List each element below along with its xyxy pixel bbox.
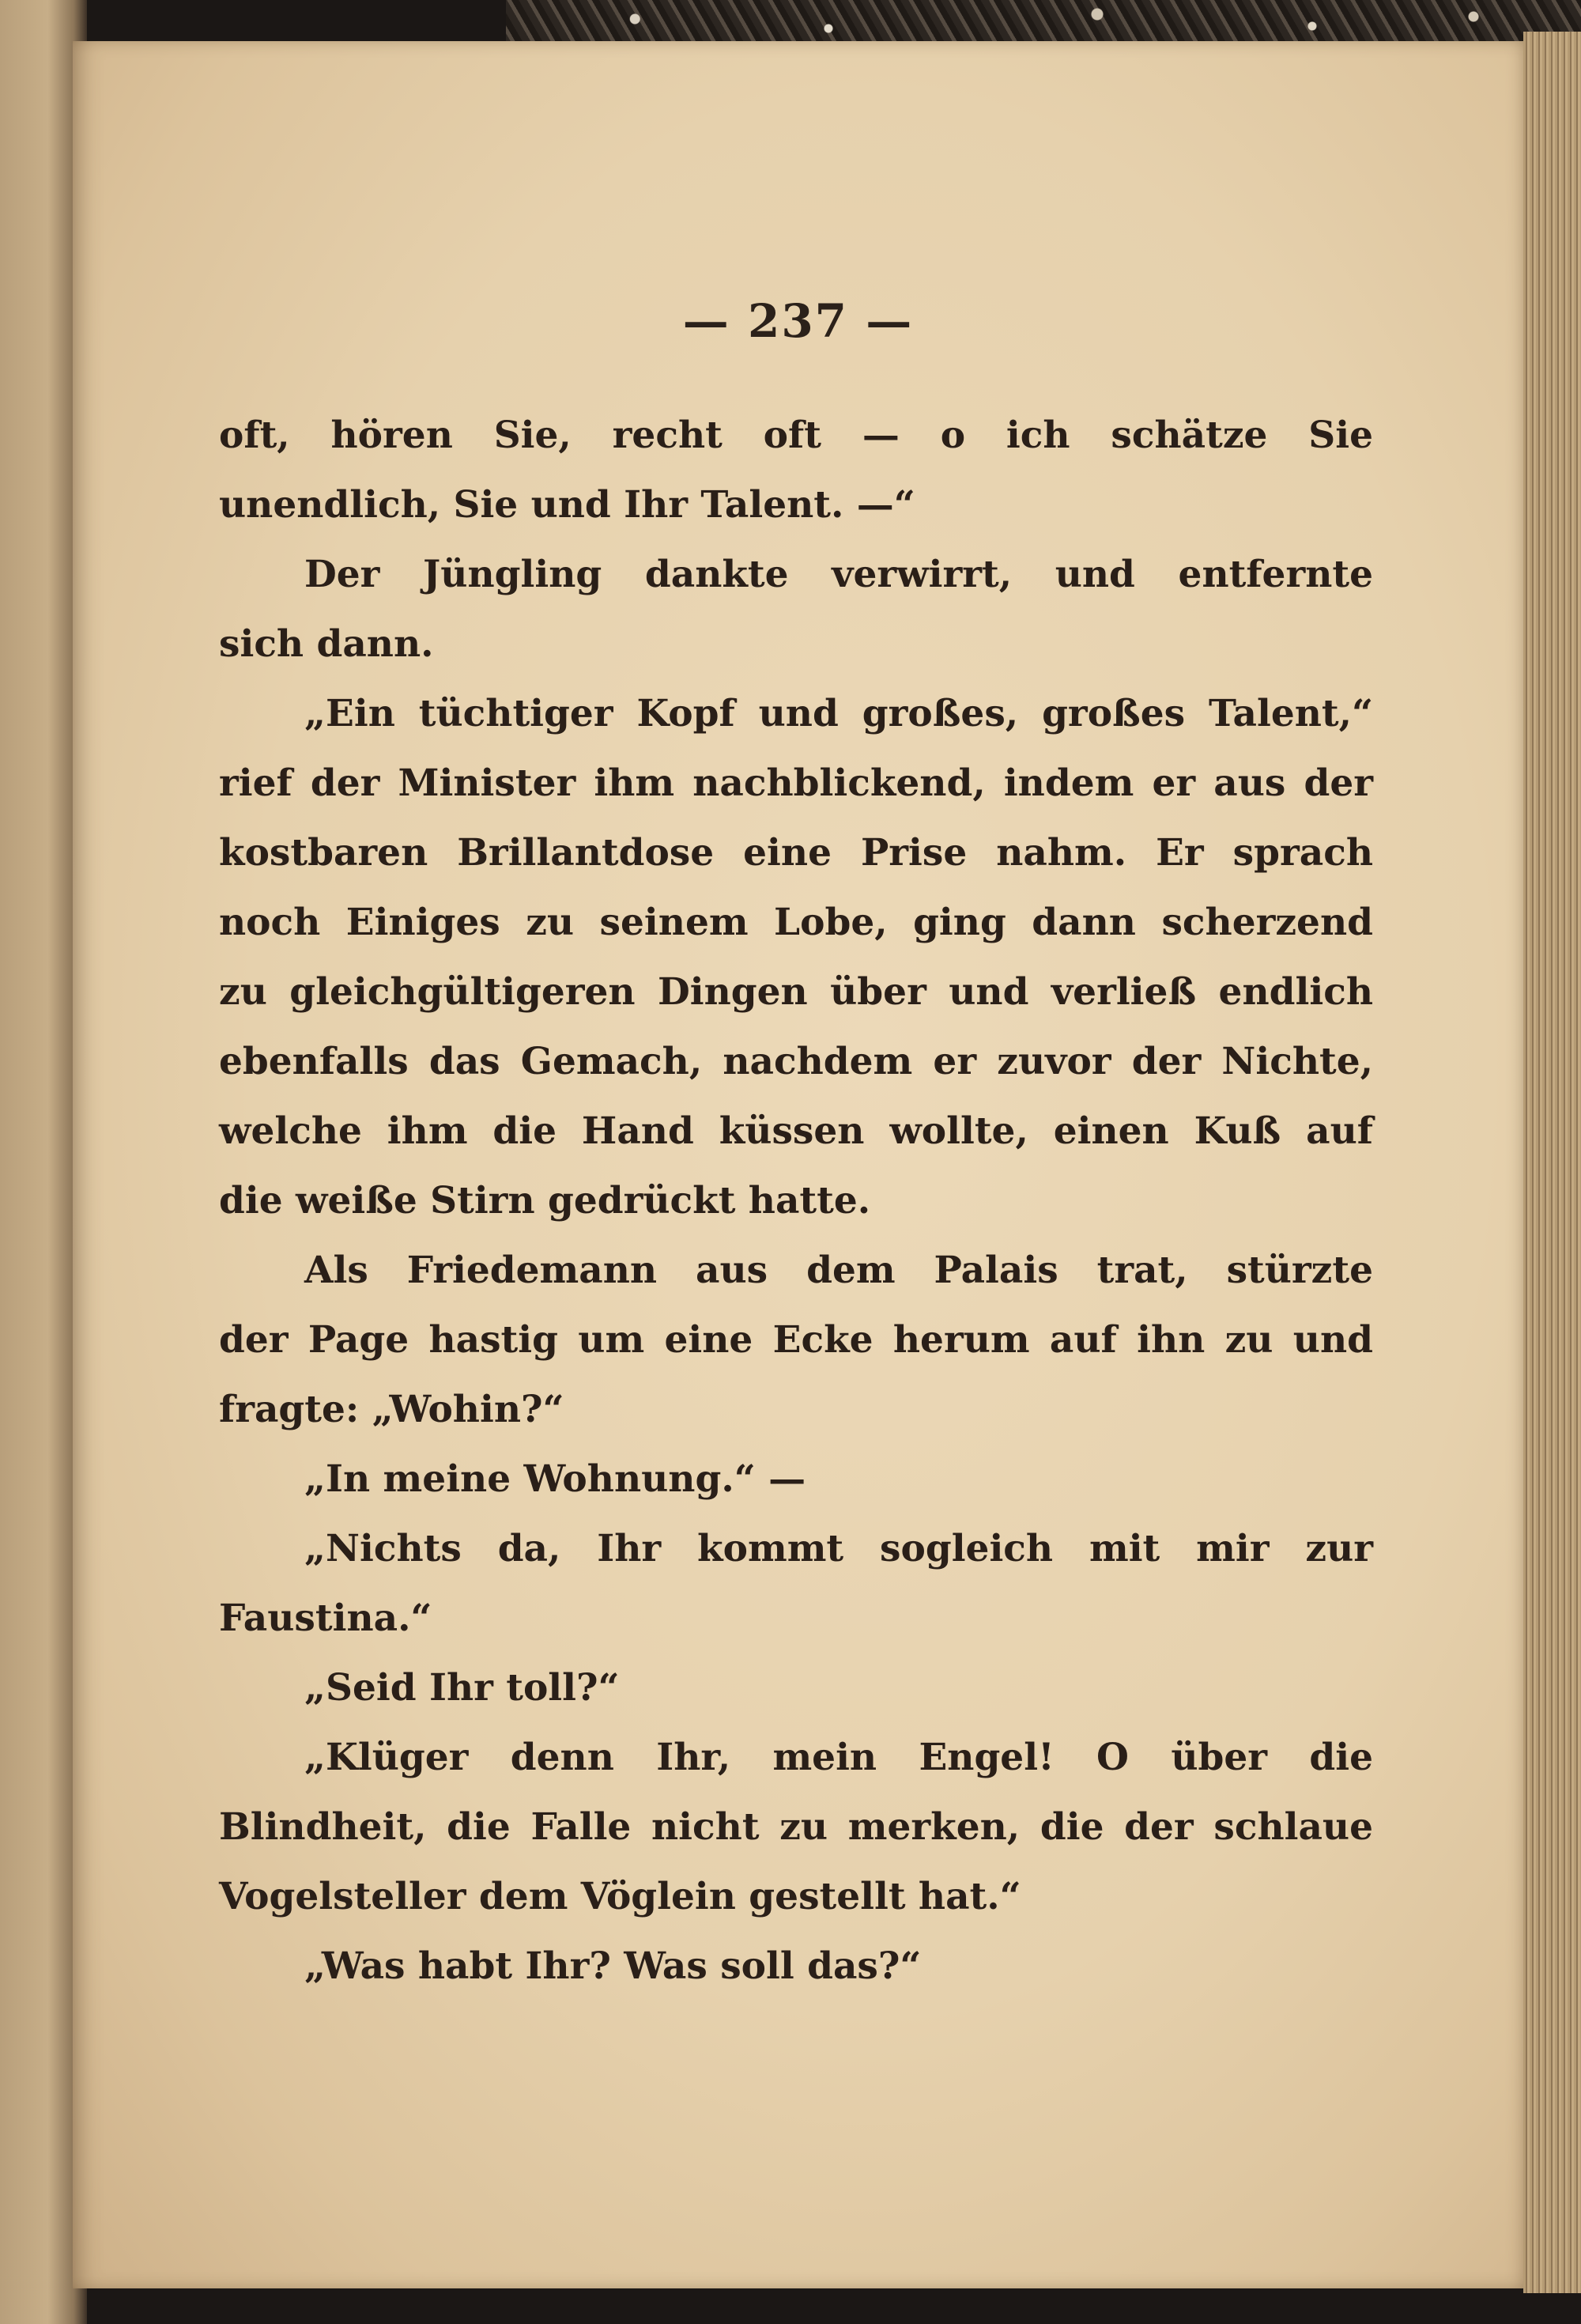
text-line: noch Einiges zu seinem Lobe, ging dann scherzend [219, 901, 1373, 944]
text-line: „In meine Wohnung.“ — [304, 1457, 806, 1501]
text-line: „Was habt Ihr? Was soll das?“ [304, 1944, 922, 1988]
text-line: Als Friedemann aus dem Palais trat, stürzte [304, 1249, 1373, 1292]
text-line: rief der Minister ihm nachblickend, indem er aus der [219, 761, 1373, 805]
text-line: ebenfalls das Gemach, nachdem er zuvor der Nichte, [219, 1040, 1373, 1083]
text-line: „Klüger denn Ihr, mein Engel! O über die [304, 1736, 1373, 1779]
text-line: „Seid Ihr toll?“ [304, 1666, 620, 1710]
book-page [73, 41, 1523, 2288]
body-text [219, 401, 1373, 2001]
text-line: „Ein tüchtiger Kopf und großes, großes Talent,“ [304, 692, 1373, 735]
page-stack-edge [1523, 32, 1581, 2293]
page-number: — 237 — [682, 294, 914, 348]
text-line: „Nichts da, Ihr kommt sogleich mit mir zur [304, 1527, 1373, 1570]
text-line: der Page hastig um eine Ecke herum auf ihn zu und [219, 1318, 1373, 1362]
text-line: oft, hören Sie, recht oft — o ich schätze Sie [219, 414, 1373, 457]
text-line: die weiße Stirn gedrückt hatte. [219, 1179, 871, 1222]
text-line: sich dann. [219, 622, 434, 666]
text-line: Faustina.“ [219, 1597, 432, 1640]
text-line: fragte: „Wohin?“ [219, 1388, 564, 1431]
text-line: Vogelsteller dem Vöglein gestellt hat.“ [219, 1875, 1021, 1918]
text-line: Blindheit, die Falle nicht zu merken, die der schlaue [219, 1805, 1373, 1849]
text-line: Der Jüngling dankte verwirrt, und entfernte [304, 553, 1373, 596]
text-line: zu gleichgültigeren Dingen über und verließ endlich [219, 970, 1373, 1014]
text-line: unendlich, Sie und Ihr Talent. —“ [219, 483, 915, 527]
marbled-cover [506, 0, 1581, 47]
text-line: kostbaren Brillantdose eine Prise nahm. Er sprach [219, 831, 1373, 875]
text-line: welche ihm die Hand küssen wollte, einen Kuß auf [219, 1109, 1373, 1153]
